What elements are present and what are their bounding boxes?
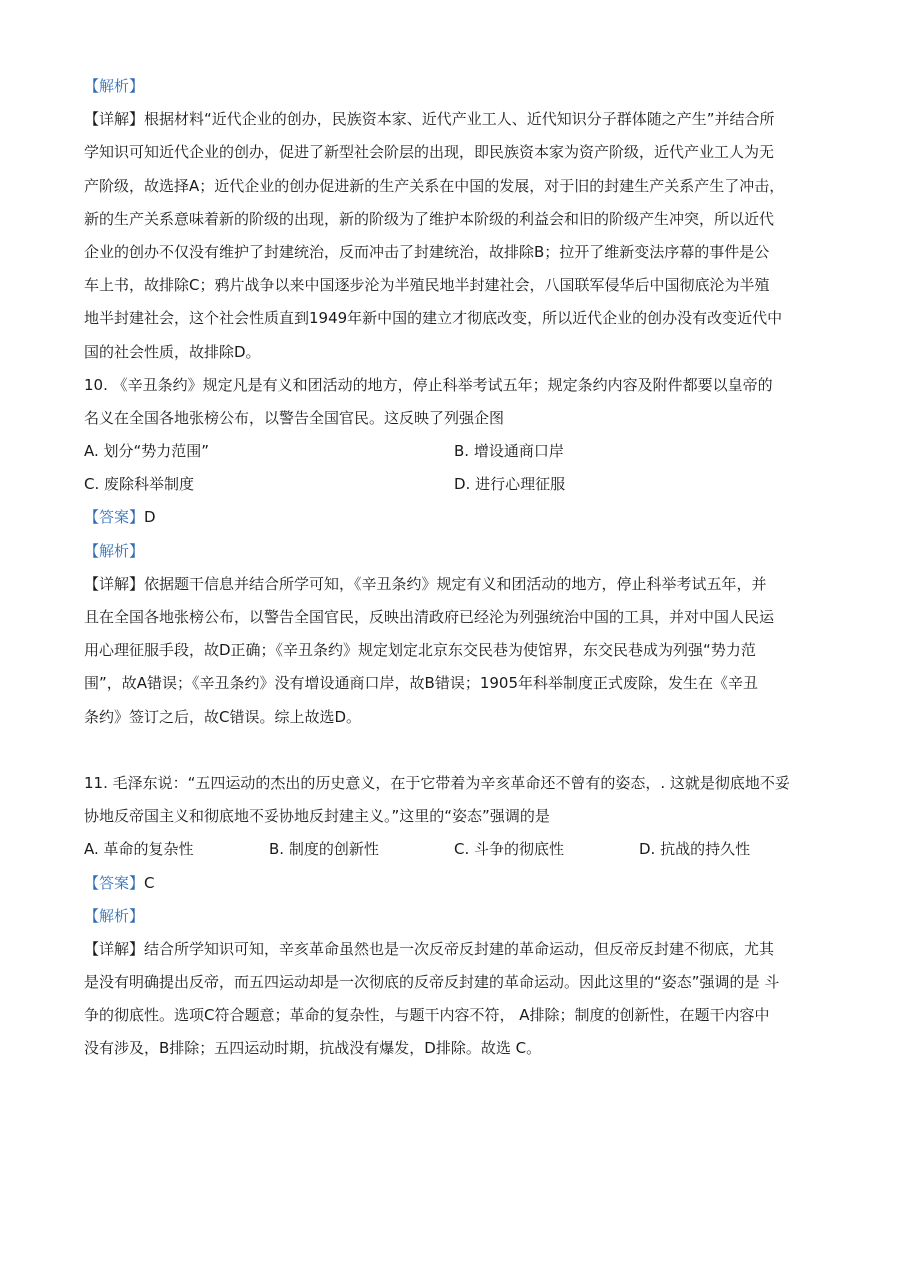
- q10-options-row: [84, 468, 836, 501]
- q11-option-b: B. 制度的创新性: [269, 840, 379, 859]
- q11-analysis-line: 争的彻底性。选项C符合题意；革命的复杂性，与题干内容不符， A排除；制度的创新性，在题干内容中: [84, 1006, 770, 1025]
- q11-option-c: C. 斗争的彻底性: [454, 840, 565, 859]
- q9-analysis-line: 企业的创办不仅没有维护了封建统治，反而冲击了封建统治，故排除B；拉开了维新变法序幕的事件是公: [84, 242, 770, 261]
- detail-label: 【详解】: [84, 939, 145, 958]
- detail-label: 【详解】: [84, 574, 145, 593]
- q10-options-row: [84, 435, 836, 468]
- q11-option-d: D. 抗战的持久性: [639, 840, 751, 859]
- q9-analysis-line: 新的生产关系意味着新的阶级的出现，新的阶级为了维护本阶级的利益会和旧的阶级产生冲突，所以近代: [84, 209, 775, 228]
- q11-answer: 【答案】C: [84, 873, 155, 892]
- q11-analysis-line: 是没有明确提出反帝，而五四运动却是一次彻底的反帝反封建的革命运动。因此这里的“姿态”强调的是 斗: [84, 973, 780, 992]
- q11-stem-line: 协地反帝国主义和彻底地不妥协地反封建主义。”这里的“姿态”强调的是: [84, 807, 550, 826]
- q11-options-row: [84, 833, 836, 866]
- detail-label: 【详解】: [84, 110, 145, 129]
- q10-option-b: B. 增设通商口岸: [454, 442, 564, 461]
- q10-analysis-heading: 【解析】: [84, 541, 145, 560]
- q10-answer: 【答案】D: [84, 508, 156, 527]
- q9-analysis-line: 产阶级，故选择A；近代企业的创办促进新的生产关系在中国的发展，对于旧的封建生产关系产生了冲击，: [84, 176, 785, 195]
- q10-analysis-line: 用心理征服手段，故D正确；《辛丑条约》规定划定北京东交民巷为使馆界，东交民巷成为列强“势力范: [84, 641, 756, 660]
- q10-stem-line: 10. 《辛丑条约》规定凡是有义和团活动的地方，停止科举考试五年；规定条约内容及附件都要以皇帝的: [84, 375, 773, 394]
- q11-analysis-line: 【详解】结合所学知识可知，辛亥革命虽然也是一次反帝反封建的革命运动，但反帝反封建不彻底，尤其: [84, 939, 775, 958]
- q10-stem-line: 名义在全国各地张榜公布，以警告全国官民。这反映了列强企图: [84, 408, 505, 427]
- q10-analysis-line: 围”，故A错误；《辛丑条约》没有增设通商口岸，故B错误；1905年科举制度正式废除，发生在《辛丑: [84, 674, 759, 693]
- q9-analysis-heading: 【解析】: [84, 77, 145, 95]
- q9-analysis-line: 车上书，故排除C；鸦片战争以来中国逐步沦为半殖民地半封建社会，八国联军侵华后中国彻底沦为半殖: [84, 276, 770, 295]
- q11-analysis-heading: 【解析】: [84, 906, 145, 925]
- q11-option-a: A. 革命的复杂性: [84, 840, 194, 859]
- spacer: [84, 734, 836, 767]
- q10-option-a: A. 划分“势力范围”: [84, 442, 210, 461]
- q11-stem-line: 11. 毛泽东说：“五四运动的杰出的历史意义，在于它带着为辛亥革命还不曾有的姿态，. 这就是彻底地不妥: [84, 773, 790, 792]
- q10-analysis-line: 【详解】依据题干信息并结合所学可知，《辛丑条约》规定有义和团活动的地方，停止科举考试五年，并: [84, 574, 767, 593]
- q9-analysis-line: 国的社会性质，故排除D。: [84, 342, 261, 361]
- q9-analysis-line: 地半封建社会，这个社会性质直到1949年新中国的建立才彻底改变，所以近代企业的创办没有改变近代中: [84, 309, 783, 328]
- q9-analysis-line: 【详解】根据材料“近代企业的创办，民族资本家、近代产业工人、近代知识分子群体随之产生”并结合所: [84, 110, 775, 129]
- q10-analysis-line: 条约》签订之后，故C错误。综上故选D。: [84, 707, 362, 726]
- document-page: [84, 70, 836, 1066]
- q10-option-c: C. 废除科举制度: [84, 475, 195, 494]
- q11-analysis-line: 没有涉及，B排除；五四运动时期，抗战没有爆发，D排除。故选 C。: [84, 1039, 542, 1058]
- q10-option-d: D. 进行心理征服: [454, 475, 566, 494]
- q10-analysis-line: 且在全国各地张榜公布，以警告全国官民，反映出清政府已经沦为列强统治中国的工具，并对中国人民运: [84, 608, 775, 626]
- q9-analysis-line: 学知识可知近代企业的创办，促进了新型社会阶层的出现，即民族资本家为资产阶级，近代产业工人为无: [84, 143, 775, 162]
